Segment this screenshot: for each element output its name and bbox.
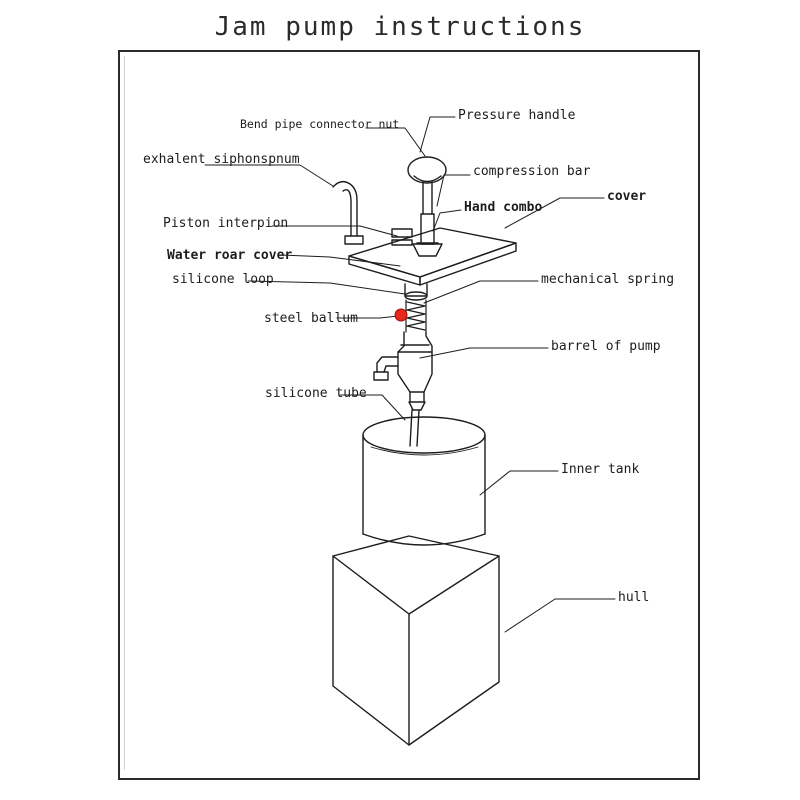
label-inner-tank: Inner tank bbox=[561, 462, 640, 477]
label-hull: hull bbox=[618, 590, 650, 605]
label-bend-pipe-connector-nut: Bend pipe connector nut bbox=[240, 117, 400, 131]
barrel-of-pump-part bbox=[398, 332, 432, 410]
label-hand-combo: Hand combo bbox=[464, 200, 543, 215]
label-cover: cover bbox=[607, 189, 647, 204]
label-mechanical-spring: mechanical spring bbox=[541, 272, 675, 287]
silicone-tube-part bbox=[410, 410, 419, 446]
water-roar-cover-part bbox=[405, 284, 427, 300]
leader-lines bbox=[205, 117, 615, 632]
label-piston-interpion: Piston interpion bbox=[163, 216, 289, 231]
label-steel-ballum: steel ballum bbox=[264, 311, 358, 326]
label-silicone-tube: silicone tube bbox=[265, 386, 367, 401]
label-exhalent-siphonspnum: exhalent siphonspnum bbox=[143, 152, 300, 167]
pressure-handle-part bbox=[408, 157, 446, 214]
label-pressure-handle: Pressure handle bbox=[458, 108, 576, 123]
mechanical-spring-part bbox=[406, 300, 426, 332]
label-barrel-of-pump: barrel of pump bbox=[551, 339, 661, 354]
label-silicone-loop: silicone loop bbox=[172, 272, 274, 287]
exhalent-siphon-part bbox=[333, 182, 363, 244]
label-water-roar-cover: Water roar cover bbox=[167, 248, 293, 263]
steel-ball-part bbox=[395, 309, 407, 321]
label-compression-bar: compression bar bbox=[473, 164, 591, 179]
page-title: Jam pump instructions bbox=[214, 12, 586, 42]
hull-part bbox=[333, 536, 499, 745]
inner-tank-part bbox=[363, 417, 485, 545]
inlet-elbow-part bbox=[374, 357, 398, 380]
